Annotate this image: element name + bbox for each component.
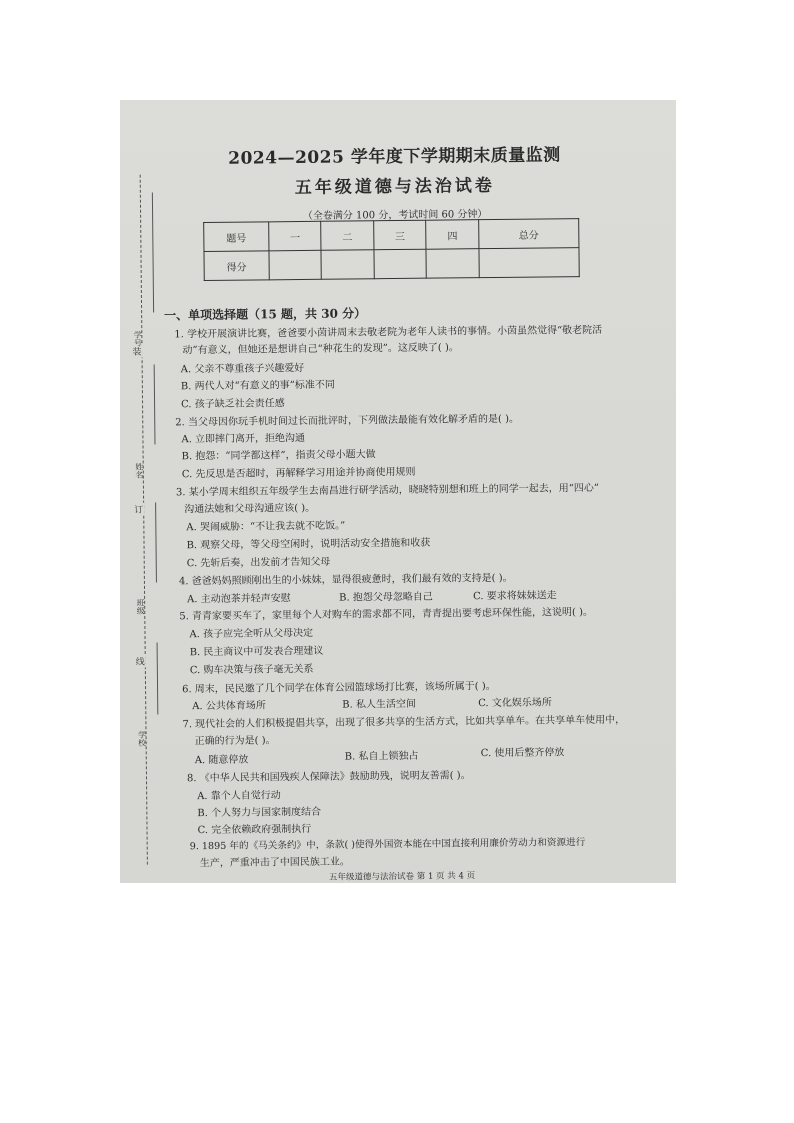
score-table bbox=[203, 218, 580, 281]
q2-stem: 2. 当父母因你玩手机时间过长而批评时，下列做法最能有效化解矛盾的是( )。 bbox=[175, 413, 520, 429]
exam-note: （全卷满分 100 分，考试时间 60 分钟） bbox=[302, 209, 488, 222]
q6-option-b: B. 私人生活空间 bbox=[342, 698, 417, 711]
q3-stem: 3. 某小学周末组织五年级学生去南昌进行研学活动，晓晓特别想和班上的同学一起去，用“四心” bbox=[175, 482, 599, 499]
q6-option-a: A. 公共体育场所 bbox=[192, 700, 266, 713]
field-name-label: 姓名 bbox=[134, 462, 144, 479]
q5-option-a: A. 孩子应完全听从父母决定 bbox=[189, 627, 314, 641]
q8-option-c: C. 完全依赖政府强制执行 bbox=[197, 823, 312, 837]
q2-option-c: C. 先反思是否超时，再解释学习用途并协商使用规则 bbox=[181, 466, 416, 481]
binding-dashed-line bbox=[140, 175, 148, 865]
score-cell[interactable] bbox=[321, 250, 374, 280]
field-student-id-label: 学号 bbox=[133, 330, 143, 347]
field-name-blank[interactable] bbox=[154, 365, 156, 445]
q7-option-a: A. 随意停放 bbox=[194, 754, 249, 767]
score-table-row-label: 题号 bbox=[204, 222, 269, 252]
binding-mark-zhuang: 装 bbox=[129, 345, 142, 358]
exam-title-line1: 2024—2025 学年度下学期期末质量监测 bbox=[228, 145, 561, 169]
score-cell[interactable] bbox=[269, 250, 322, 280]
score-table-col: 一 bbox=[269, 221, 322, 251]
score-table-col: 二 bbox=[321, 221, 374, 251]
q7-option-c: C. 使用后整齐停放 bbox=[480, 747, 565, 760]
q8-option-a: A. 靠个人自觉行动 bbox=[197, 790, 281, 803]
score-table-row-label: 得分 bbox=[204, 251, 269, 281]
field-class-blank[interactable] bbox=[155, 503, 157, 583]
scanned-exam-photo bbox=[120, 100, 676, 883]
field-school-blank[interactable] bbox=[157, 643, 159, 715]
q4-option-a: A. 主动泡茶并轻声安慰 bbox=[187, 593, 291, 606]
binding-mark-xian: 线 bbox=[133, 655, 146, 668]
q7-stem: 7. 现代社会的人们积极提倡共享，出现了很多共享的生活方式，比如共享单车。在共享单车使用中， bbox=[182, 714, 626, 731]
q3-option-b: B. 观察父母，等父母空闲时，说明活动安全措施和收获 bbox=[186, 537, 431, 552]
score-table-col: 三 bbox=[374, 220, 427, 250]
section-heading: 一、单项选择题（15 题，共 30 分） bbox=[164, 306, 367, 323]
exam-sheet bbox=[120, 100, 676, 883]
score-table-col: 总分 bbox=[478, 219, 578, 249]
q4-stem: 4. 爸爸妈妈照顾刚出生的小妹妹，显得很疲惫时，我们最有效的支持是( )。 bbox=[178, 572, 513, 588]
score-table-score-row bbox=[204, 248, 579, 281]
field-class-label: 班级 bbox=[136, 598, 146, 615]
q1-option-b: B. 两代人对“有意义的事”标准不同 bbox=[180, 379, 335, 393]
q1-option-a: A. 父亲不尊重孩子兴趣爱好 bbox=[180, 362, 305, 376]
q3-option-c: C. 先斩后奏，出发前才告知父母 bbox=[186, 556, 331, 570]
q8-option-b: B. 个人努力与国家制度结合 bbox=[197, 806, 322, 820]
q2-option-a: A. 立即摔门离开，拒绝沟通 bbox=[181, 432, 306, 446]
score-cell[interactable] bbox=[426, 249, 479, 279]
q4-option-b: B. 抱怨父母忽略自己 bbox=[339, 591, 433, 604]
q2-option-b: B. 抱怨：“同学都这样”，指责父母小题大做 bbox=[181, 449, 376, 463]
score-table-col: 四 bbox=[426, 220, 479, 250]
q1-stem: 1. 学校开展演讲比赛，爸爸要小茵讲周末去敬老院为老年人读书的事情。小茵虽然觉得“敬老院活 bbox=[174, 324, 603, 341]
q3-option-a: A. 哭闹威胁：“不让我去就不吃饭。” bbox=[186, 520, 346, 534]
q8-stem: 8. 《中华人民共和国残疾人保障法》鼓励助残，说明友善需( )。 bbox=[186, 770, 471, 785]
q5-stem: 5. 青青家要买车了，家里每个人对购车的需求都不同，青青提出要考虑环保性能，这说明( )。 bbox=[179, 606, 594, 623]
score-table-header-row bbox=[204, 219, 579, 252]
q1-option-c: C. 孩子缺乏社会责任感 bbox=[181, 398, 285, 411]
q5-option-c: C. 购车决策与孩子毫无关系 bbox=[189, 663, 314, 677]
page-footer: 五年级道德与法治试卷 第 1 页 共 4 页 bbox=[328, 871, 476, 883]
q6-stem: 6. 周末，民民邀了几个同学在体育公园篮球场打比赛，该场所属于( )。 bbox=[182, 680, 496, 696]
q9-stem: 9. 1895 年的《马关条约》中，条款( )使得外国资本能在中国直接利用廉价劳动力和资源进行 bbox=[189, 837, 586, 853]
q9-stem-cont: 生产，严重冲击了中国民族工业。 bbox=[199, 856, 350, 870]
binding-mark-ding: 订 bbox=[131, 503, 144, 516]
score-cell[interactable] bbox=[479, 248, 579, 278]
q3-stem-cont: 沟通法她和父母沟通应该( )。 bbox=[184, 502, 316, 516]
q1-stem-cont: 动”有意义，但她还是想讲自己“种花生的发现”。这反映了( )。 bbox=[182, 342, 459, 357]
q5-option-b: B. 民主商议中可发表合理建议 bbox=[189, 645, 324, 659]
q7-option-b: B. 私自上锁独占 bbox=[344, 750, 419, 763]
q6-option-c: C. 文化娱乐场所 bbox=[478, 697, 552, 710]
field-school-label: 学校 bbox=[137, 730, 147, 747]
q7-stem-cont: 正确的行为是( )。 bbox=[194, 735, 276, 748]
score-cell[interactable] bbox=[374, 249, 427, 279]
exam-title-line2: 五年级道德与法治试卷 bbox=[294, 175, 495, 199]
q4-option-c: C. 要求将妹妹送走 bbox=[473, 590, 557, 603]
